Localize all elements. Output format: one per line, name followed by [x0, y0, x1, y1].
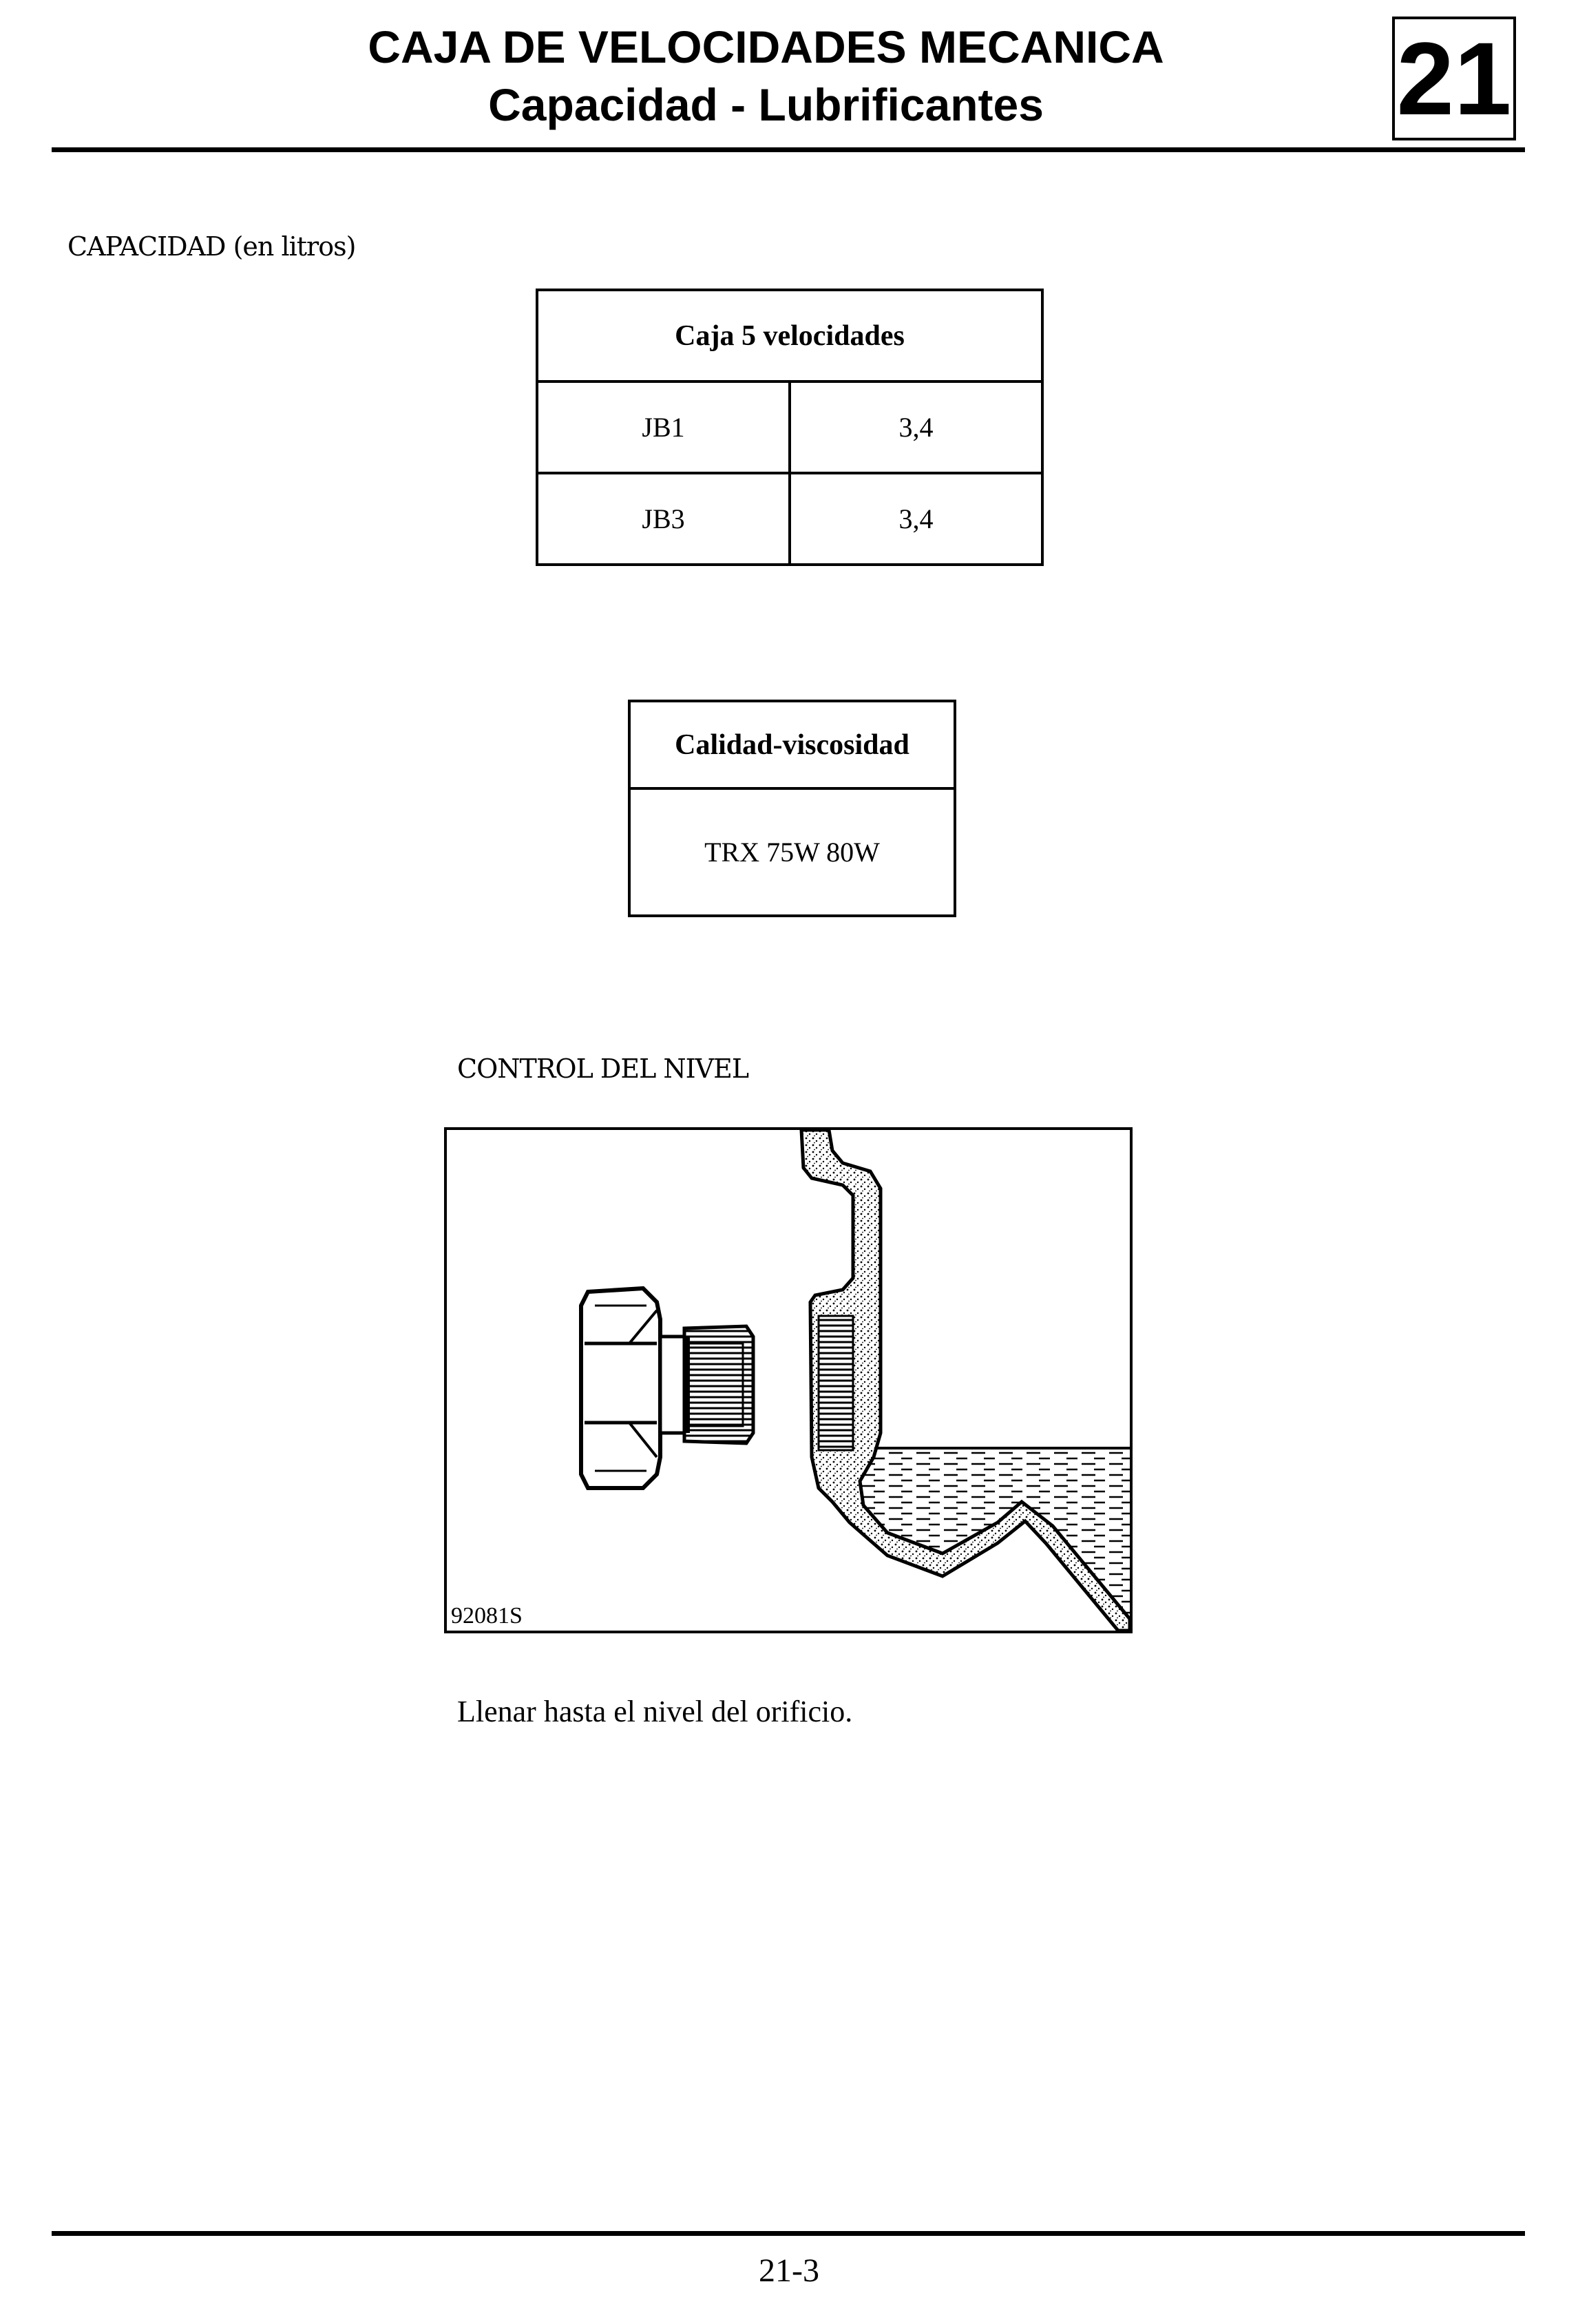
capacity-table-header: Caja 5 velocidades — [537, 290, 1042, 381]
footer-rule — [52, 2231, 1525, 2236]
capacity-label: CAPACIDAD (en litros) — [67, 231, 356, 262]
header-rule — [52, 147, 1525, 152]
quality-table-header: Calidad-viscosidad — [629, 701, 955, 788]
page-subtitle: Capacidad - Lubrificantes — [488, 79, 1044, 130]
quality-table — [628, 700, 956, 917]
page-number: 21-3 — [759, 2252, 819, 2289]
model-cell: JB3 — [537, 473, 790, 565]
capacity-table — [536, 289, 1044, 566]
level-check-label: CONTROL DEL NIVEL — [457, 1054, 749, 1084]
chapter-number-box: 21 — [1392, 17, 1516, 140]
drain-plug-illustration — [447, 1130, 1130, 1631]
quality-value-cell: TRX 75W 80W — [629, 788, 955, 916]
figure-caption: Llenar hasta el nivel del orificio. — [457, 1695, 853, 1728]
table-row — [537, 473, 1042, 565]
capacity-cell: 3,4 — [790, 473, 1042, 565]
table-row — [537, 381, 1042, 473]
page-title: CAJA DE VELOCIDADES MECANICA — [368, 21, 1164, 72]
capacity-cell: 3,4 — [790, 381, 1042, 473]
level-check-figure — [444, 1127, 1133, 1633]
figure-reference: 92081S — [451, 1603, 523, 1629]
model-cell: JB1 — [537, 381, 790, 473]
